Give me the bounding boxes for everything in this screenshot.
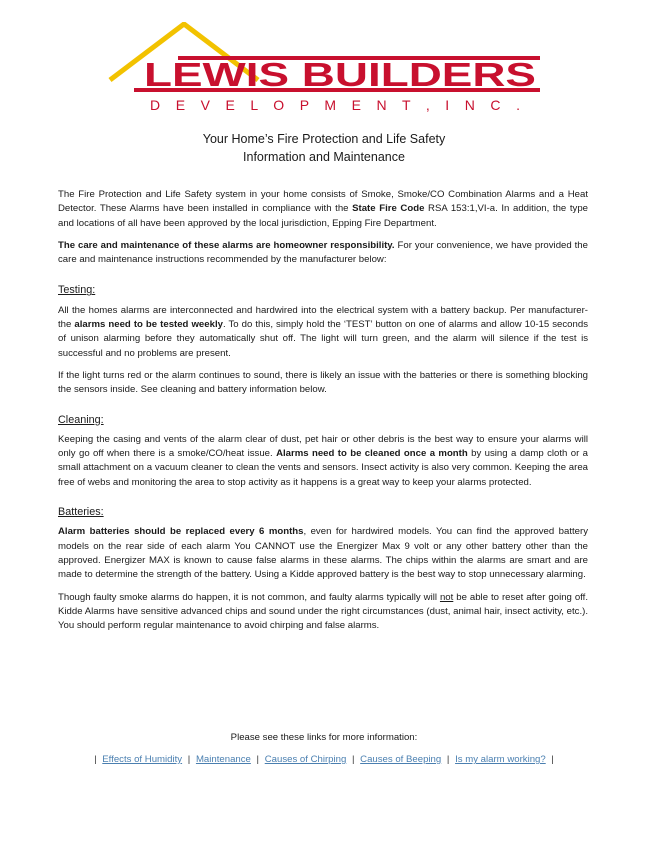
page-title xyxy=(0,130,648,166)
link-separator: | xyxy=(446,754,450,765)
intro-paragraph-1: The Fire Protection and Life Safety system in your home consists of Smoke, Smoke/CO Combination Alarms and a Heat Detector. These Alarms have been installed in compliance with the State Fire Code RSA 153:1,VI-a. In addition, the type and locations of all have been approved by the local jurisdiction, Epping Fire Department. xyxy=(58,189,588,229)
intro-paragraph-2: The care and maintenance of these alarms are homeowner responsibility. For your convenience, we have provided the care and maintenance instructions recommended by the manufacturer below: xyxy=(58,239,588,266)
link-maintenance[interactable]: Maintenance xyxy=(195,754,251,765)
link-separator: | xyxy=(94,754,97,765)
link-separator: | xyxy=(187,754,191,765)
link-separator: | xyxy=(351,754,355,765)
title-line-1: Your Home’s Fire Protection and Life Safety xyxy=(202,132,446,146)
batteries-heading: Batteries: xyxy=(58,506,104,519)
links-bar xyxy=(0,754,648,765)
testing-heading: Testing: xyxy=(58,284,96,297)
logo-subline: D E V E L O P M E N T , I N C . xyxy=(150,97,520,113)
lewis-builders-logo xyxy=(108,22,548,117)
link-is-my-alarm-working[interactable]: Is my alarm working? xyxy=(455,754,546,765)
testing-paragraph-1: All the homes alarms are interconnected and hardwired into the electrical system with a battery backup. Per manufacturer- the alarms need to be tested weekly. To do this, simply hold the ‘TEST’ button on one of alarms and allow 10-15 seconds of unison alarming before they automatically shut off. The light will turn green, and the alarm will silence if the test is successful and no problems are present. xyxy=(58,304,588,359)
cleaning-paragraph: Keeping the casing and vents of the alarm clear of dust, pet hair or other debris is the best way to ensure your alarms will only go off when there is a smoke/CO/heat issue. Alarms need to be cleaned once a month by using a damp cloth or a small attachment on a vacuum cleaner to clean the vents and sensors. Insect activity is also very common. Keeping the area free of webs and monitoring the area to stop activity as it happens is a great way to keep your alarms protected. xyxy=(58,433,588,488)
link-effects-of-humidity[interactable]: Effects of Humidity xyxy=(102,754,183,765)
testing-paragraph-2: If the light turns red or the alarm continues to sound, there is likely an issue with the batteries or there is something blocking the sensors inside. See cleaning and battery information below. xyxy=(58,369,588,396)
batteries-paragraph-1: Alarm batteries should be replaced every 6 months, even for hardwired models. You can find the approved battery models on the rear side of each alarm You CANNOT use the Energizer Max 9 volt or any other battery other than the approved. Energizer MAX is known to cause false alarms in these alarms. The chips within the alarms are smart and are made to determine the strength of the battery. Using a Kidde approved battery is the best way to stop unnecessary alarming. xyxy=(58,526,588,581)
link-separator: | xyxy=(551,754,554,765)
logo-name: LEWIS BUILDERS xyxy=(144,56,536,93)
document-body xyxy=(58,188,588,641)
batteries-paragraph-2: Though faulty smoke alarms do happen, it is not common, and faulty alarms typically will not be able to reset after going off. Kidde Alarms have sensitive advanced chips and sound under the right circumstances (dust, animal hair, insect activity, etc.). You should perform regular maintenance to avoid chirping and false alarms. xyxy=(58,591,588,632)
link-causes-of-beeping[interactable]: Causes of Beeping xyxy=(360,754,442,765)
title-line-2: Information and Maintenance xyxy=(243,150,405,164)
more-info-text: Please see these links for more information: xyxy=(230,732,418,743)
cleaning-heading: Cleaning: xyxy=(58,413,104,426)
link-separator: | xyxy=(256,754,260,765)
link-causes-of-chirping[interactable]: Causes of Chirping xyxy=(264,754,347,765)
